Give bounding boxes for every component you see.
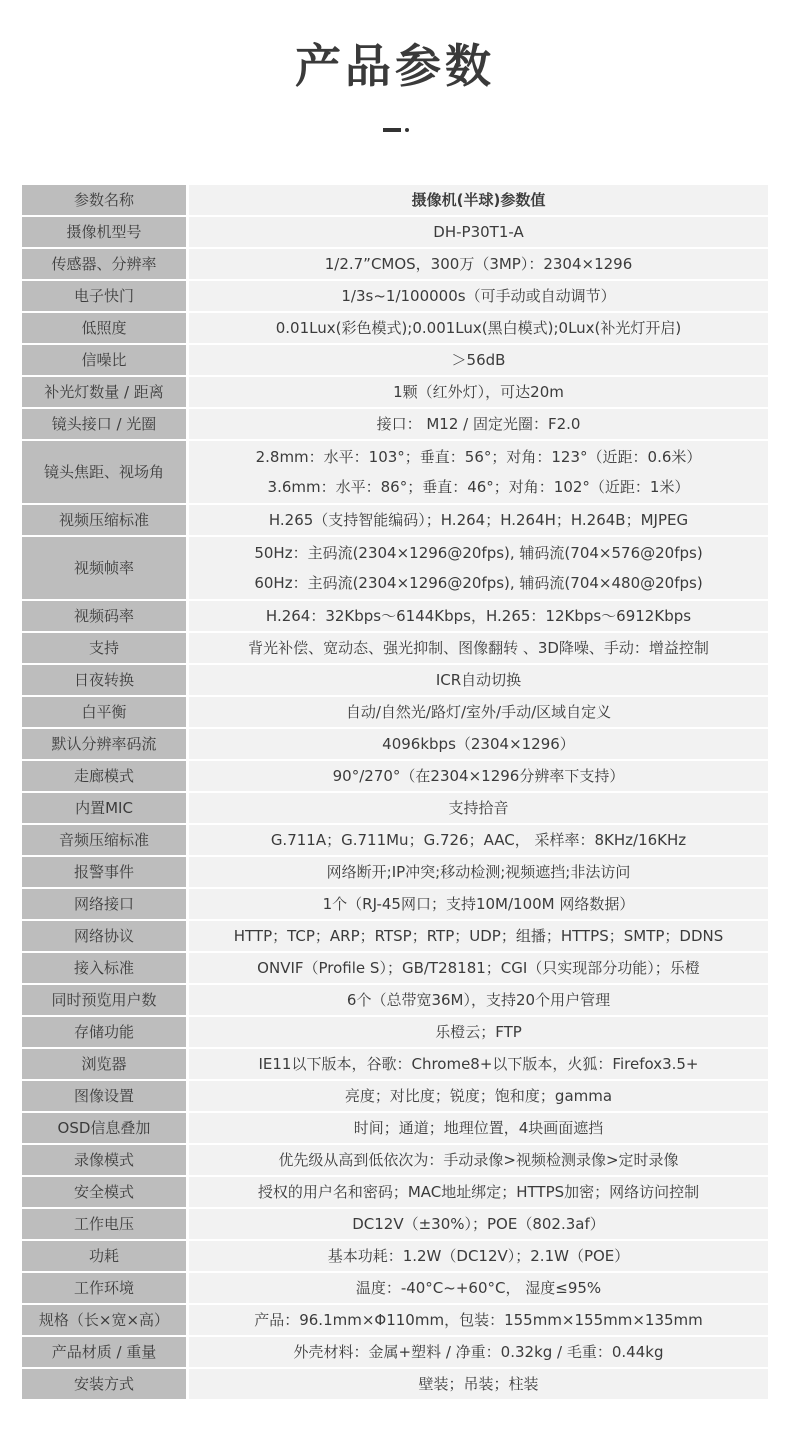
spec-row — [22, 505, 768, 537]
spec-row — [22, 1273, 768, 1305]
spec-key: 安装方式 — [22, 1369, 189, 1401]
spec-key: 走廊模式 — [22, 761, 189, 793]
spec-value: 1个（RJ-45网口；支持10M/100M 网络数据） — [189, 889, 768, 921]
spec-key: 视频压缩标准 — [22, 505, 189, 537]
spec-row — [22, 537, 768, 601]
spec-key: 网络协议 — [22, 921, 189, 953]
spec-value — [189, 441, 768, 505]
spec-value: ICR自动切换 — [189, 665, 768, 697]
spec-value: H.264：32Kbps～6144Kbps，H.265：12Kbps～6912Kbps — [189, 601, 768, 633]
spec-key: 录像模式 — [22, 1145, 189, 1177]
spec-value-line: 60Hz：主码流(2304×1296@20fps), 辅码流(704×480@20fps) — [254, 574, 703, 592]
spec-value — [189, 537, 768, 601]
spec-row — [22, 1369, 768, 1401]
spec-key: 默认分辨率码流 — [22, 729, 189, 761]
spec-key: 视频帧率 — [22, 537, 189, 601]
spec-value: DC12V（±30%）；POE（802.3af） — [189, 1209, 768, 1241]
spec-value: 0.01Lux(彩色模式);0.001Lux(黑白模式);0Lux(补光灯开启) — [189, 313, 768, 345]
spec-value: 背光补偿、宽动态、强光抑制、图像翻转 、3D降噪、手动：增益控制 — [189, 633, 768, 665]
spec-value: 授权的用户名和密码；MAC地址绑定；HTTPS加密；网络访问控制 — [189, 1177, 768, 1209]
spec-value: HTTP；TCP；ARP；RTSP；RTP；UDP；组播；HTTPS；SMTP；DDNS — [189, 921, 768, 953]
spec-row — [22, 1081, 768, 1113]
spec-row — [22, 409, 768, 441]
spec-key: 存储功能 — [22, 1017, 189, 1049]
spec-row — [22, 601, 768, 633]
spec-key: 视频码率 — [22, 601, 189, 633]
spec-value: 优先级从高到低依次为：手动录像>视频检测录像>定时录像 — [189, 1145, 768, 1177]
spec-row — [22, 857, 768, 889]
spec-value-line: 3.6mm：水平：86°；垂直：46°；对角：102°（近距：1米） — [267, 478, 690, 496]
spec-value: 壁装；吊装；柱装 — [189, 1369, 768, 1401]
spec-value: 乐橙云；FTP — [189, 1017, 768, 1049]
spec-table-header — [22, 185, 768, 217]
spec-key: 镜头焦距、视场角 — [22, 441, 189, 505]
page-title: 产品参数 — [295, 39, 495, 93]
spec-row — [22, 1337, 768, 1369]
spec-key: 工作环境 — [22, 1273, 189, 1305]
spec-value: 时间；通道；地理位置，4块画面遮挡 — [189, 1113, 768, 1145]
spec-row — [22, 985, 768, 1017]
spec-key: 报警事件 — [22, 857, 189, 889]
spec-row — [22, 889, 768, 921]
spec-key: 安全模式 — [22, 1177, 189, 1209]
spec-value: 接口： M12 / 固定光圈：F2.0 — [189, 409, 768, 441]
spec-row — [22, 249, 768, 281]
spec-value: DH-P30T1-A — [189, 217, 768, 249]
spec-row — [22, 441, 768, 505]
spec-row — [22, 825, 768, 857]
spec-row — [22, 633, 768, 665]
spec-row — [22, 1209, 768, 1241]
spec-key: 产品材质 / 重量 — [22, 1337, 189, 1369]
spec-row — [22, 761, 768, 793]
spec-value: 产品：96.1mm×Φ110mm，包装：155mm×155mm×135mm — [189, 1305, 768, 1337]
spec-value: 支持拾音 — [189, 793, 768, 825]
spec-key: 工作电压 — [22, 1209, 189, 1241]
spec-key: 电子快门 — [22, 281, 189, 313]
spec-key: 功耗 — [22, 1241, 189, 1273]
header-value-cell: 摄像机(半球)参数值 — [189, 185, 768, 217]
spec-value: 1/3s~1/100000s（可手动或自动调节） — [189, 281, 768, 313]
spec-row — [22, 345, 768, 377]
spec-key: 同时预览用户数 — [22, 985, 189, 1017]
spec-key: 图像设置 — [22, 1081, 189, 1113]
spec-row — [22, 1113, 768, 1145]
spec-row — [22, 793, 768, 825]
spec-key: 低照度 — [22, 313, 189, 345]
spec-key: OSD信息叠加 — [22, 1113, 189, 1145]
spec-value: 4096kbps（2304×1296） — [189, 729, 768, 761]
spec-key: 日夜转换 — [22, 665, 189, 697]
spec-value: 1/2.7”CMOS，300万（3MP）：2304×1296 — [189, 249, 768, 281]
spec-row — [22, 729, 768, 761]
spec-row — [22, 1305, 768, 1337]
header-key-cell: 参数名称 — [22, 185, 189, 217]
spec-key: 接入标准 — [22, 953, 189, 985]
spec-row — [22, 1177, 768, 1209]
spec-value: IE11以下版本，谷歌：Chrome8+以下版本，火狐：Firefox3.5+ — [189, 1049, 768, 1081]
spec-key: 内置MIC — [22, 793, 189, 825]
spec-value: ONVIF（Profile S）；GB/T28181；CGI（只实现部分功能）；乐橙 — [189, 953, 768, 985]
spec-key: 白平衡 — [22, 697, 189, 729]
spec-row — [22, 1049, 768, 1081]
spec-key: 网络接口 — [22, 889, 189, 921]
spec-key: 补光灯数量 / 距离 — [22, 377, 189, 409]
spec-row — [22, 377, 768, 409]
spec-key: 镜头接口 / 光圈 — [22, 409, 189, 441]
spec-value: 1颗（红外灯），可达20m — [189, 377, 768, 409]
spec-value: H.265（支持智能编码）；H.264；H.264H；H.264B；MJPEG — [189, 505, 768, 537]
spec-value: 6个（总带宽36M），支持20个用户管理 — [189, 985, 768, 1017]
spec-row — [22, 1145, 768, 1177]
spec-row — [22, 697, 768, 729]
spec-key: 音频压缩标准 — [22, 825, 189, 857]
spec-value-line: 50Hz：主码流(2304×1296@20fps), 辅码流(704×576@20fps) — [254, 544, 703, 562]
spec-value: 外壳材料：金属+塑料 / 净重：0.32kg / 毛重：0.44kg — [189, 1337, 768, 1369]
spec-key: 摄像机型号 — [22, 217, 189, 249]
decoration-dot — [405, 128, 409, 132]
spec-value: 温度：-40°C~+60°C， 湿度≤95% — [189, 1273, 768, 1305]
title-decoration — [383, 128, 413, 134]
spec-value: 网络断开;IP冲突;移动检测;视频遮挡;非法访问 — [189, 857, 768, 889]
spec-value: 基本功耗：1.2W（DC12V）；2.1W（POE） — [189, 1241, 768, 1273]
spec-row — [22, 217, 768, 249]
spec-value: 自动/自然光/路灯/室外/手动/区域自定义 — [189, 697, 768, 729]
spec-key: 信噪比 — [22, 345, 189, 377]
spec-row — [22, 665, 768, 697]
spec-table — [22, 185, 768, 1401]
spec-row — [22, 313, 768, 345]
spec-value: ＞56dB — [189, 345, 768, 377]
spec-key: 支持 — [22, 633, 189, 665]
spec-value: G.711A；G.711Mu；G.726；AAC， 采样率：8KHz/16KHz — [189, 825, 768, 857]
spec-row — [22, 1017, 768, 1049]
spec-row — [22, 921, 768, 953]
spec-value-line: 2.8mm：水平：103°；垂直：56°；对角：123°（近距：0.6米） — [255, 448, 702, 466]
decoration-bar — [383, 128, 401, 132]
spec-value: 亮度；对比度；锐度；饱和度；gamma — [189, 1081, 768, 1113]
spec-row — [22, 1241, 768, 1273]
spec-row — [22, 953, 768, 985]
spec-value: 90°/270°（在2304×1296分辨率下支持） — [189, 761, 768, 793]
spec-key: 浏览器 — [22, 1049, 189, 1081]
spec-key: 传感器、分辨率 — [22, 249, 189, 281]
spec-row — [22, 281, 768, 313]
spec-key: 规格（长×宽×高） — [22, 1305, 189, 1337]
